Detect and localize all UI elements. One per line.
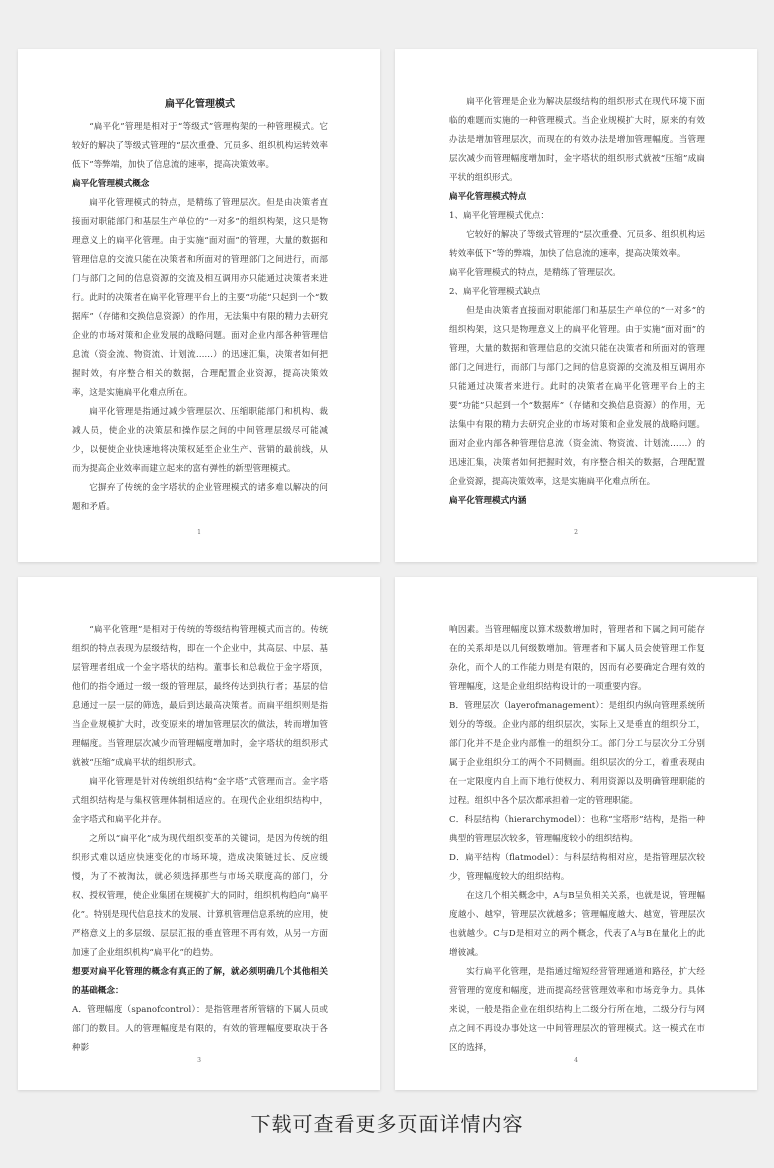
document-page-4 [395, 577, 757, 1090]
paragraph: 响因素。当管理幅度以算术级数增加时，管理者和下属之间可能存在的关系却是以几何级数增加。管理者和下属人员会使管理工作复杂化，而个人的工作能力则是有限的，因而有必要确定合理有效的管理幅度，这是企业组织结构设计的一项重要内容。 [449, 625, 705, 692]
paragraph: D．扁平结构（flatmodel）：与科层结构相对应，是指管理层次较少，管理幅度较大的组织结构。 [449, 853, 705, 882]
paragraph: 扁平化管理模式的特点，是精练了管理层次。但是由决策者直接面对职能部门和基层生产单位的“一对多”的组织构架，这只是物理意义上的扁平化管理。由于实施“面对面”的管理，大量的数据和管理信息的交流只能在决策者和所面对的管理部门之间进行，而部门与部门之间的信息资源的交流及相互调用亦只能通过决策者来进行。此时的决策者在扁平化管理平台上的主要“功能”只起到一个“数据库”（存储和交换信息资源）的作用，无法集中有限的精力去研究企业的市场对策和企业发展的战略问题。面对企业内部各种管理信息流（资金流、物资流、计划流……）的迅速汇集，决策者如何把握时效，有序整合相关的数据，合理配置企业资源，提高决策效率，这是实施扁平化难点所在。 [72, 198, 328, 398]
paragraph: 它较好的解决了等级式管理的“层次重叠、冗员多、组织机构运转效率低下”等的弊端，加快了信息流的速率，提高决策效率。 [449, 230, 705, 259]
document-page-1 [18, 49, 380, 562]
page-number: 3 [197, 1057, 201, 1064]
paragraph: 在这几个相关概念中，A与B呈负相关关系，也就是说，管理幅度越小、越窄，管理层次就越多；管理幅度越大、越宽，管理层次也就越少。C与D是相对立的两个概念，代表了A与B在量化上的此增彼减。 [449, 891, 705, 958]
section-heading: 想要对扁平化管理的概念有真正的了解，就必须明确几个其他相关的基础概念： [72, 967, 328, 996]
section-heading: 扁平化管理模式特点 [449, 192, 527, 202]
paragraph: 扁平化管理模式的特点，是精练了管理层次。 [449, 268, 621, 278]
document-page-3 [18, 577, 380, 1090]
paragraph: 实行扁平化管理，是指通过缩短经营管理通道和路径，扩大经营管理的宽度和幅度，进而提高经营管理效率和市场竞争力。具体来说，一般是指企业在组织结构上二级分行所在地，二级分行与网点之间不再设办事处这一中间管理层次的管理模式。这一模式在市区的选择， [449, 967, 705, 1053]
section-heading: 扁平化管理模式内涵 [449, 496, 527, 506]
paragraph: 1、扁平化管理模式优点： [449, 211, 549, 221]
download-more-link[interactable]: 下载可查看更多页面详情内容 [250, 1112, 524, 1136]
page-content [72, 93, 328, 517]
paragraph: A．管理幅度（spanofcontrol）：是指管理者所管辖的下属人员或部门的数目。人的管理幅度是有限的，有效的管理幅度要取决于各种影 [72, 1005, 328, 1053]
paragraph: 2、扁平化管理模式缺点 [449, 287, 541, 297]
paragraph: “扁平化”管理是相对于“等级式”管理构架的一种管理模式。它较好的解决了等级式管理的“层次重叠、冗员多、组织机构运转效率低下”等弊端，加快了信息流的速率，提高决策效率。 [72, 122, 328, 170]
section-heading: 扁平化管理模式概念 [72, 179, 150, 189]
paragraph: “扁平化管理”是相对于传统的等级结构管理模式而言的。传统组织的特点表现为层级结构，即在一个企业中，其高层、中层、基层管理者组成一个金字塔状的结构。董事长和总裁位于金字塔顶，他们的指令通过一级一级的管理层，最终传达到执行者；基层的信息通过一层一层的筛选，最后到达最高决策者。而扁平组织则是指当企业规模扩大时，改变原来的增加管理层次的做法，转而增加管理幅度。当管理层次减少而管理幅度增加时，金字塔状的组织形式就被“压缩”成扁平状的组织形式。 [72, 625, 328, 768]
paragraph: C．科层结构（hierarchymodel）：也称“宝塔形”结构，是指一种典型的管理层次较多，管理幅度较小的组织结构。 [449, 815, 705, 844]
page-content [449, 621, 705, 1058]
page-number: 2 [574, 529, 578, 536]
document-title: 扁平化管理模式 [165, 99, 235, 110]
page-content [449, 93, 705, 511]
paragraph: 扁平化管理是针对传统组织结构“金字塔”式管理而言。金字塔式组织结构是与集权管理体制相适应的。在现代企业组织结构中，金字塔式和扁平化并存。 [72, 777, 328, 825]
page-number: 4 [574, 1057, 578, 1064]
page-number: 1 [197, 529, 201, 536]
paragraph: 扁平化管理是企业为解决层级结构的组织形式在现代环境下面临的难题而实施的一种管理模式。当企业规模扩大时，原来的有效办法是增加管理层次，而现在的有效办法是增加管理幅度。当管理层次减少而管理幅度增加时，金字塔状的组织形式就被“压缩”成扁平状的组织形式。 [449, 97, 705, 183]
document-page-2 [395, 49, 757, 562]
paragraph: 但是由决策者直接面对职能部门和基层生产单位的“一对多”的组织构架，这只是物理意义上的扁平化管理。由于实施“面对面”的管理，大量的数据和管理信息的交流只能在决策者和所面对的管理部门之间进行，而部门与部门之间的信息资源的交流及相互调用亦只能通过决策者来进行。此时的决策者在扁平化管理平台上的主要“功能”只起到一个“数据库”（存储和交换信息资源）的作用，无法集中有限的精力去研究企业的市场对策和企业发展的战略问题。面对企业内部各种管理信息流（资金流、物资流、计划流……）的迅速汇集，决策者如何把握时效，有序整合相关的数据，合理配置企业资源，提高决策效率，这是实施扁平化难点所在。 [449, 306, 705, 487]
page-content [72, 621, 328, 1058]
paragraph: 扁平化管理是指通过减少管理层次、压缩职能部门和机构、裁减人员，使企业的决策层和操作层之间的中间管理层级尽可能减少，以便使企业快速地将决策权延至企业生产、营销的最前线，从而为提高企业效率而建立起来的富有弹性的新型管理模式。 [72, 407, 328, 474]
paragraph: 它摒弃了传统的金字塔状的企业管理模式的诸多难以解决的问题和矛盾。 [72, 483, 328, 512]
paragraph: B．管理层次（layerofmanagement）：是组织内纵向管理系统所划分的等级。企业内部的组织层次，实际上又是垂直的组织分工，部门化并不是企业内部惟一的组织分工。部门分工与层次分工分别属于企业组织分工的两个不同侧面。组织层次的分工，着重表现由在一定限度内自上而下地行使权力、利用资源以及明确管理职能的过程。组织中各个层次都承担着一定的管理职能。 [449, 701, 705, 806]
paragraph: 之所以“扁平化”成为现代组织变革的关键词，是因为传统的组织形式难以适应快速变化的市场环境，造成决策链过长、反应缓慢，为了不被淘汰，就必须选择那些与市场关联度高的部门，分权、授权管理，使企业集团在规模扩大的同时，组织机构趋向“扁平化”。特别是现代信息技术的发展、计算机管理信息系统的应用，使严格意义上的多层级、层层汇报的垂直管理不再有效，从另一方面加速了企业组织机构“扁平化”的趋势。 [72, 834, 328, 958]
